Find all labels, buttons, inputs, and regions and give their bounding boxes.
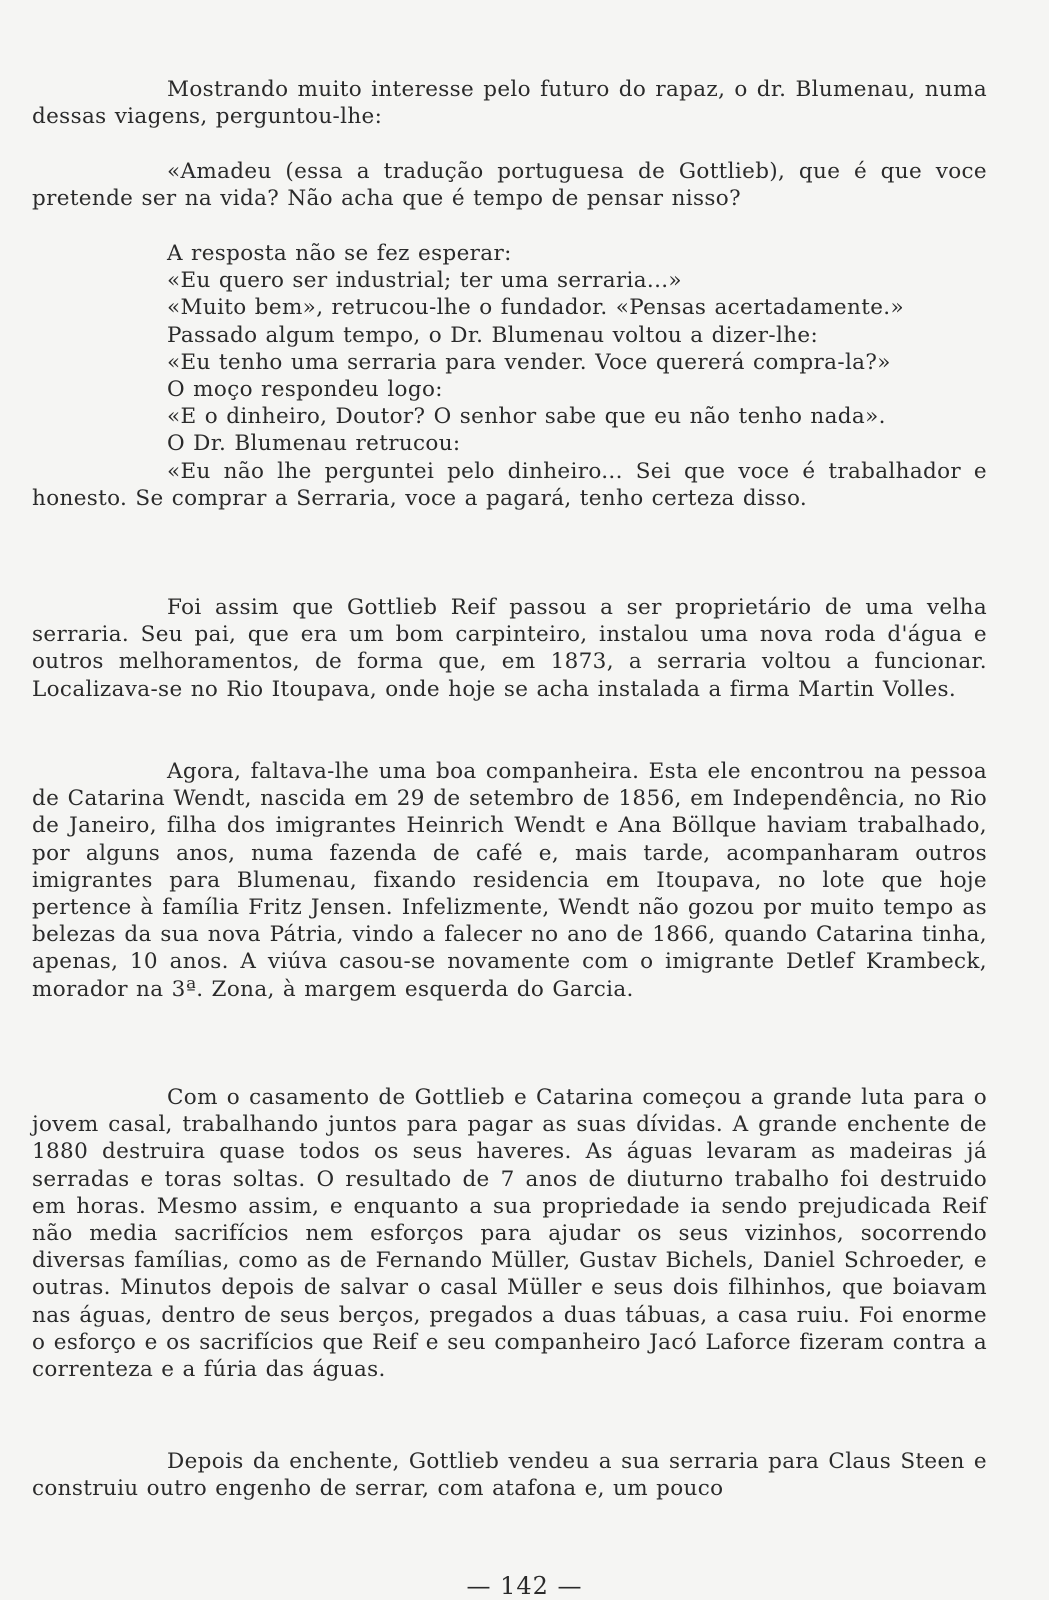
paragraph-text: Com o casamento de Gottlieb e Catarina começou a grande luta para o jovem casal, trabalhando juntos para pagar as suas dívidas. A grande enchente de 1880 destruira quase todos os seus haveres. As águas levaram as madeiras já serradas e toras soltas. O resultado de 7 anos de diuturno trabalho foi destruido em horas. Mesmo assim, e enquanto a sua propriedade ia sendo prejudicada Reif não media sacrifícios nem esforços para ajudar os seus vizinhos, socorrendo diversas famílias, como as de Fernando Müller, Gustav Bichels, Daniel Schroeder, e outras. Minutos depois de salvar o casal Müller e seus dois filhinhos, que boiavam nas águas, dentro de seus berços, pregados a duas tábuas, a casa ruiu. Foi enorme o esforço e os sacrifícios que Reif e seu companheiro Jacó Laforce fizeram contra a correnteza e a fúria das águas. (32, 1085, 987, 1383)
dialog-section (32, 240, 987, 512)
dialog-line: «Eu quero ser industrial; ter uma serraria...» (167, 268, 682, 294)
paragraph-text: Foi assim que Gottlieb Reif passou a ser proprietário de uma velha serraria. Seu pai, que era um bom carpinteiro, instalou uma nova roda d'água e outros melhoramentos, de forma que, em 1873, a serraria voltou a funcionar. Localizava-se no Rio Itoupava, onde hoje se acha instalada a firma Martin Volles. (32, 595, 987, 702)
paragraph-sawmill-ownership (32, 594, 987, 703)
dialog-line: Passado algum tempo, o Dr. Blumenau voltou a dizer-lhe: (167, 322, 819, 348)
dialog-line: O moço respondeu logo: (167, 377, 443, 403)
dialog-line: O Dr. Blumenau retrucou: (167, 431, 461, 457)
dialog-line: «Eu tenho uma serraria para vender. Voce quererá compra-la?» (167, 349, 891, 375)
dialog-line: «Muito bem», retrucou-lhe o fundador. «Pensas acertadamente.» (167, 295, 904, 321)
paragraph-text: Mostrando muito interesse pelo futuro do rapaz, o dr. Blumenau, numa dessas viagens, perguntou-lhe: (32, 77, 987, 130)
paragraph-after-flood (32, 1448, 987, 1502)
paragraph-amadeu-question (32, 158, 987, 212)
dialog-final-reply: «Eu não lhe perguntei pelo dinheiro... Sei que voce é trabalhador e honesto. Se comprar a Serraria, voce a pagará, tenho certeza disso. (32, 458, 987, 511)
paragraph-catarina-wendt (32, 758, 987, 1003)
dialog-line: «E o dinheiro, Doutor? O senhor sabe que eu não tenho nada». (167, 404, 886, 430)
paragraph-blumenau-question (32, 76, 987, 130)
dialog-line: A resposta não se fez esperar: (167, 241, 512, 266)
paragraph-text: «Amadeu (essa a tradução portuguesa de Gottlieb), que é que voce pretende ser na vida? Não acha que é tempo de pensar nisso? (32, 159, 987, 212)
paragraph-flood-1880 (32, 1084, 987, 1383)
paragraph-text: Agora, faltava-lhe uma boa companheira. Esta ele encontrou na pessoa de Catarina Wendt, nascida em 29 de setembro de 1856, em Independência, no Rio de Janeiro, filha dos imigrantes Heinrich Wendt e Ana Böllque haviam trabalhado, por alguns anos, numa fazenda de café e, mais tarde, acompanharam outros imigrantes para Blumenau, fixando residencia em Itoupava, no lote que hoje pertence à família Fritz Jensen. Infelizmente, Wendt não gozou por muito tempo as belezas da sua nova Pátria, vindo a falecer no ano de 1866, quando Catarina tinha, apenas, 10 anos. A viúva casou-se novamente com o imigrante Detlef Krambeck, morador na 3ª. Zona, à margem esquerda do Garcia. (32, 759, 987, 1002)
page-number: — 142 — (466, 1572, 583, 1600)
paragraph-text: Depois da enchente, Gottlieb vendeu a sua serraria para Claus Steen e construiu outro engenho de serrar, com atafona e, um pouco (32, 1449, 987, 1502)
